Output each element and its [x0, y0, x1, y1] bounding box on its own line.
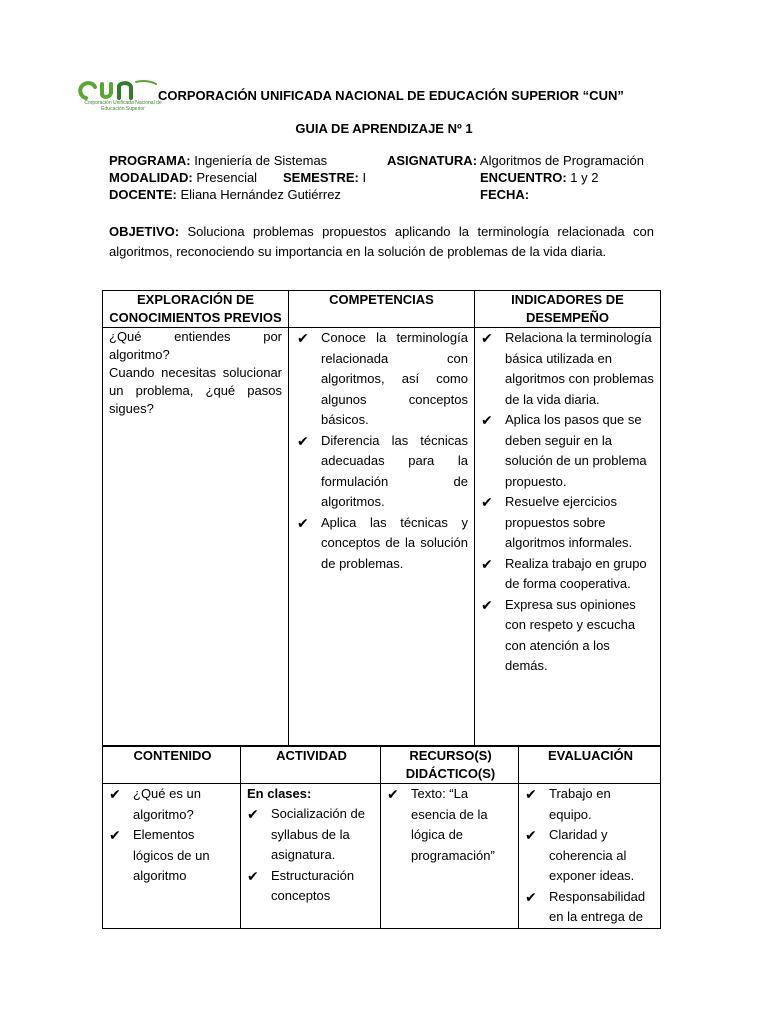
programa-field: PROGRAMA: Ingeniería de Sistemas [109, 153, 328, 168]
cun-logo-mark [76, 78, 162, 102]
check-icon: ✔ [481, 555, 493, 572]
content-activity-table [102, 746, 661, 929]
check-icon: ✔ [481, 596, 493, 613]
fecha-field: FECHA: [480, 187, 530, 202]
list-item: ✔ ¿Qué es un algoritmo? [109, 786, 201, 822]
check-icon: ✔ [387, 786, 399, 802]
actividad-cell [241, 784, 381, 929]
previous-knowledge-cell [103, 328, 289, 746]
actividad-subheading: En clases: [247, 786, 312, 801]
header-recursos: RECURSO(S) DIDÁCTICO(S) [381, 747, 519, 784]
evaluacion-cell [519, 784, 661, 929]
list-item: ✔ Claridad y coherencia al exponer ideas. [525, 827, 635, 883]
list-item: ✔ Socialización de syllabus de la asignatura. [247, 806, 365, 862]
list-item: ✔ Expresa sus opiniones con respeto y escucha con atención a los demás. [481, 596, 636, 673]
check-icon: ✔ [297, 432, 309, 449]
modalidad-field: MODALIDAD: Presencial [109, 170, 258, 185]
contenido-cell [103, 784, 241, 929]
header-contenido: CONTENIDO [103, 747, 241, 784]
list-item: ✔ Resuelve ejercicios propuestos sobre algoritmos informales. [481, 494, 633, 550]
indicadores-cell [475, 328, 661, 746]
cun-logo [76, 78, 162, 118]
header-exploracion: EXPLORACIÓN DE CONOCIMIENTOS PREVIOS [103, 291, 289, 328]
check-icon: ✔ [525, 827, 537, 843]
asignatura-field: ASIGNATURA: Algoritmos de Programación [387, 153, 644, 168]
check-icon: ✔ [481, 412, 493, 428]
header-evaluacion: EVALUACIÓN [519, 747, 661, 784]
list-item: ✔ Conoce la terminología relacionada con algoritmos, así como algunos conceptos básicos. [297, 330, 468, 427]
logo-subtitle: Corporación Unificada Nacional de Educación Superior [84, 100, 162, 112]
header-indicadores: INDICADORES DE DESEMPEÑO [475, 291, 661, 328]
check-icon: ✔ [247, 867, 259, 884]
competencias-cell [289, 328, 475, 746]
docente-field: DOCENTE: Eliana Hernández Gutiérrez [109, 187, 341, 202]
list-item: ✔ Diferencia las técnicas adecuadas para la formulación de algoritmos. [297, 432, 468, 509]
check-icon: ✔ [297, 514, 309, 531]
encuentro-field: ENCUENTRO: 1 y 2 [480, 170, 599, 185]
question-2: Cuando necesitas solucionar un problema, ¿qué pasos sigues? [109, 365, 282, 416]
check-icon: ✔ [297, 330, 309, 346]
list-item: ✔ Aplica las técnicas y conceptos de la solución de problemas. [297, 514, 468, 571]
check-icon: ✔ [481, 330, 493, 346]
header-competencias: COMPETENCIAS [289, 291, 475, 328]
header-actividad: ACTIVIDAD [241, 747, 381, 784]
question-1: ¿Qué entiendes por algoritmo? [109, 329, 282, 362]
list-item: ✔ Trabajo en equipo. [525, 786, 611, 822]
list-item: ✔ Relaciona la terminología básica utilizada en algoritmos con problemas de la vida diaria. [481, 330, 654, 407]
recursos-cell [381, 784, 519, 929]
check-icon: ✔ [247, 806, 259, 822]
competencies-table [102, 290, 661, 746]
semestre-field: SEMESTRE: I [283, 170, 367, 185]
document-title: GUIA DE APRENDIZAJE Nº 1 [295, 121, 473, 136]
check-icon: ✔ [481, 494, 493, 510]
list-item: ✔ Aplica los pasos que se deben seguir en la solución de un problema propuesto. [481, 412, 647, 489]
list-item: ✔ Estructuración conceptos [247, 867, 355, 903]
list-item: ✔ Elementos lógicos de un algoritmo [109, 827, 210, 883]
check-icon: ✔ [109, 827, 121, 843]
check-icon: ✔ [525, 786, 537, 802]
list-item: ✔ Realiza trabajo en grupo de forma cooperativa. [481, 555, 647, 591]
organization-title: CORPORACIÓN UNIFICADA NACIONAL DE EDUCACIÓN SUPERIOR “CUN” [158, 88, 624, 103]
list-item: ✔ Responsabilidad en la entrega de [525, 888, 646, 924]
check-icon: ✔ [109, 786, 121, 802]
objective-paragraph: OBJETIVO: Soluciona problemas propuestos aplicando la terminología relacionada con algoritmos, reconociendo su importancia en la solución de problemas de la vida diaria. [109, 224, 654, 259]
check-icon: ✔ [525, 888, 537, 905]
list-item: ✔ Texto: “La esencia de la lógica de programación” [387, 786, 495, 863]
